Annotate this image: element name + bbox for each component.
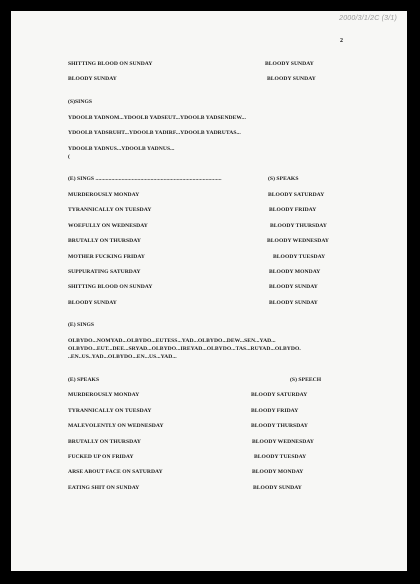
line-right: BLOODY SATURDAY [251, 392, 308, 398]
sung-line: YDOOLB YADNUS...YDOOLB YADNUS... [68, 146, 175, 152]
line-left: SHITTING BLOOD ON SUNDAY [68, 284, 153, 290]
line-left: BRUTALLY ON THURSDAY [68, 439, 141, 445]
line-right: BLOODY MONDAY [269, 269, 321, 275]
line-right: BLOODY SUNDAY [269, 284, 318, 290]
line-right: BLOODY SUNDAY [253, 485, 302, 491]
line-left: BLOODY SUNDAY [68, 76, 117, 82]
line-right: BLOODY TUESDAY [273, 254, 326, 260]
script-line [68, 408, 358, 416]
line-right: BLOODY SATURDAY [268, 192, 325, 198]
script-line [68, 61, 358, 69]
section-heading: (E) SINGS [68, 322, 95, 328]
line-right: BLOODY FRIDAY [269, 207, 317, 213]
line-left: ARSE ABOUT FACE ON SATURDAY [68, 469, 163, 475]
line-left: MURDEROUSLY MONDAY [68, 392, 140, 398]
line-right: BLOODY WEDNESDAY [252, 439, 314, 445]
sung-line: OLBYDO...EUT...DEE...SRYAD...OLBYDO...IREYAD...OLBYDO...TAS...RUYAD...OLBYDO. [68, 346, 301, 352]
page-number: 2 [340, 38, 343, 44]
right-heading: (S) SPEECH [290, 377, 322, 383]
line-left: SHITTING BLOOD ON SUNDAY [68, 61, 153, 67]
line-right: BLOODY TUESDAY [254, 454, 307, 460]
line-left: TYRANNICALLY ON TUESDAY [68, 207, 152, 213]
line-left: FUCKED UP ON FRIDAY [68, 454, 134, 460]
line-left: MOTHER FUCKING FRIDAY [68, 254, 145, 260]
line-right: BLOODY WEDNESDAY [267, 238, 329, 244]
script-line [68, 76, 358, 84]
script-line [68, 469, 358, 477]
sung-line: ..EN..US..YAD...OLBYDO...EN...US...YAD... [68, 354, 177, 360]
archive-reference: 2000/3/1/2C (3/1) [339, 15, 397, 22]
script-line [68, 192, 358, 200]
line-right: BLOODY THURSDAY [270, 223, 327, 229]
script-line [68, 254, 358, 262]
line-left: BRUTALLY ON THURSDAY [68, 238, 141, 244]
line-right: BLOODY SUNDAY [267, 76, 316, 82]
section-heading: (S)SINGS [68, 99, 93, 105]
line-left: MURDEROUSLY MONDAY [68, 192, 140, 198]
right-heading: (S) SPEAKS [268, 176, 299, 182]
line-left: EATING SHIT ON SUNDAY [68, 485, 140, 491]
sung-line: OLBYDO...NOMYAD...OLBYDO...EUTESS...YAD...OLBYDO...DEW...SEN...YAD... [68, 338, 276, 344]
script-line [68, 207, 358, 215]
sung-line: YDOOLB YADNOM...YDOOLB YADSEUT...YDOOLB YADSENDEW... [68, 115, 246, 121]
sung-line: YDOOLB YADSRUHT...YDOOLB YADIRF...YDOOLB YADRUTAS... [68, 130, 241, 136]
script-line [68, 423, 358, 431]
left-heading: (E) SINGS ....................................................................................... [68, 176, 222, 182]
line-right: BLOODY SUNDAY [265, 61, 314, 67]
line-right: BLOODY MONDAY [252, 469, 304, 475]
script-line [68, 300, 358, 308]
sung-line: ( [68, 154, 70, 160]
line-right: BLOODY SUNDAY [269, 300, 318, 306]
line-right: BLOODY FRIDAY [251, 408, 299, 414]
script-line [68, 392, 358, 400]
script-line [68, 454, 358, 462]
left-heading: (E) SPEAKS [68, 377, 100, 383]
script-line [68, 439, 358, 447]
script-line [68, 284, 358, 292]
line-left: TYRANNICALLY ON TUESDAY [68, 408, 152, 414]
line-left: SUPPURATING SATURDAY [68, 269, 141, 275]
line-right: BLOODY THURSDAY [251, 423, 308, 429]
script-line [68, 238, 358, 246]
script-line [68, 269, 358, 277]
line-left: BLOODY SUNDAY [68, 300, 117, 306]
script-line [68, 485, 358, 493]
line-left: WOEFULLY ON WEDNESDAY [68, 223, 148, 229]
document-page [11, 11, 407, 571]
line-left: MALEVOLENTLY ON WEDNESDAY [68, 423, 164, 429]
script-line [68, 223, 358, 231]
